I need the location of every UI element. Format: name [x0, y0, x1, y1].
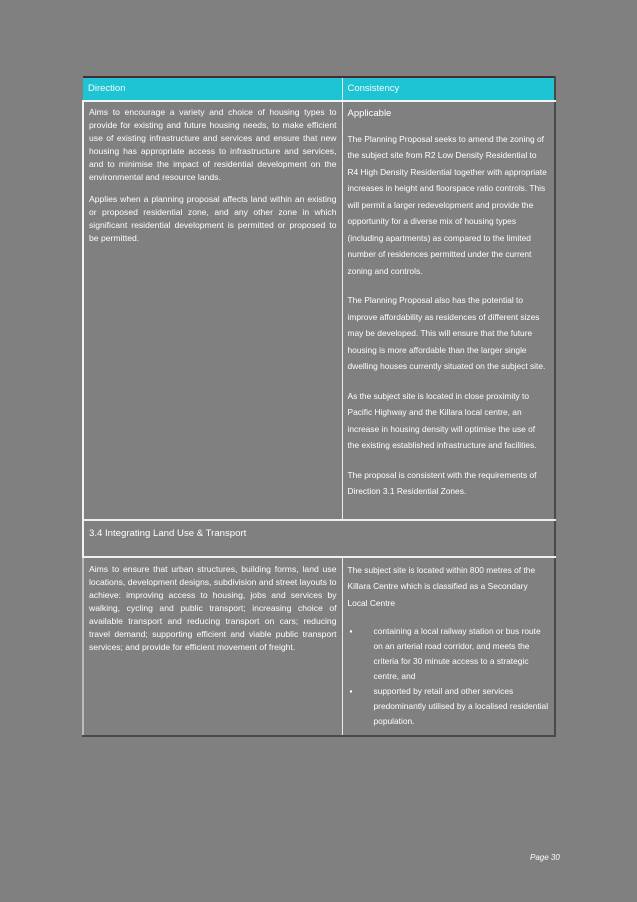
consistency-paragraph: The proposal is consistent with the requirements of Direction 3.1 Residential Zones. [347, 469, 537, 496]
direction-aims-text: Aims to ensure that urban structures, building forms, land use locations, development designs, subdivision and street layouts to achieve: improving access to housing, jobs and services by walking, cycling and public transport; increasing choice of available transport and reducing transport on cars; reducing travel demand; supporting efficient and viable public transport services; and provide for efficient movement of freight. [89, 563, 337, 652]
direction-cell [83, 557, 342, 737]
list-item [348, 684, 550, 729]
table-row [83, 101, 555, 520]
consistency-cell [342, 557, 555, 737]
consistency-intro: The subject site is located within 800 metres of the Killara Centre which is classified as a Secondary Local Centre [347, 564, 536, 608]
consistency-status: Applicable [347, 108, 392, 119]
section-heading-row [83, 520, 555, 557]
direction-consistency-table [82, 76, 556, 737]
page-number: Page 30 [530, 853, 560, 862]
list-item-text: containing a local railway station or bus route on an arterial road corridor, and meets the criteria for 30 minute access to a strategic centre, and [373, 626, 541, 681]
bullet-icon: ▪ [349, 626, 353, 636]
list-item [348, 624, 550, 684]
list-item-text: supported by retail and other services predominantly utilised by a localised residential population. [373, 686, 549, 726]
consistency-paragraph: The Planning Proposal seeks to amend the zoning of the subject site from R2 Low Density Residential to R4 High Density Residential together with appropriate increases in height and floorspace ratio controls. This will permit a larger redevelopment and provide the opportunity for a diverse mix of housing types (including apartments) as compared to the limited number of residences permitted under the current zoning and controls. [347, 133, 547, 276]
table-header-row [83, 77, 555, 101]
consistency-paragraph: The Planning Proposal also has the potential to improve affordability as residences of different sizes may be developed. This will ensure that the future housing is more affordable than the larger single dwelling houses currently situated on the subject site. [347, 295, 546, 371]
consistency-paragraph: As the subject site is located in close proximity to Pacific Highway and the Killara local centre, an increase in housing density will optimise the use of the existing established infrastructure and facilities. [347, 390, 537, 450]
section-heading: 3.4 Integrating Land Use & Transport [83, 520, 555, 557]
direction-cell [83, 101, 342, 520]
bullet-icon: ▪ [349, 686, 353, 696]
consistency-cell [342, 101, 555, 520]
header-direction: Direction [83, 77, 342, 101]
direction-aims-text: Aims to encourage a variety and choice of housing types to provide for existing and future housing needs, to make efficient use of existing infrastructure and services and ensure that new housing has appropriate access to infrastructure and services, and to minimise the impact of residential development on the environmental and resource lands. [89, 107, 337, 182]
header-consistency: Consistency [342, 77, 555, 101]
table-row [83, 557, 555, 737]
direction-applies-text: Applies when a planning proposal affects land within an existing or proposed residential zone, and any other zone in which significant residential development is permitted or proposed to be permitted. [89, 194, 337, 243]
criteria-list [348, 624, 550, 729]
